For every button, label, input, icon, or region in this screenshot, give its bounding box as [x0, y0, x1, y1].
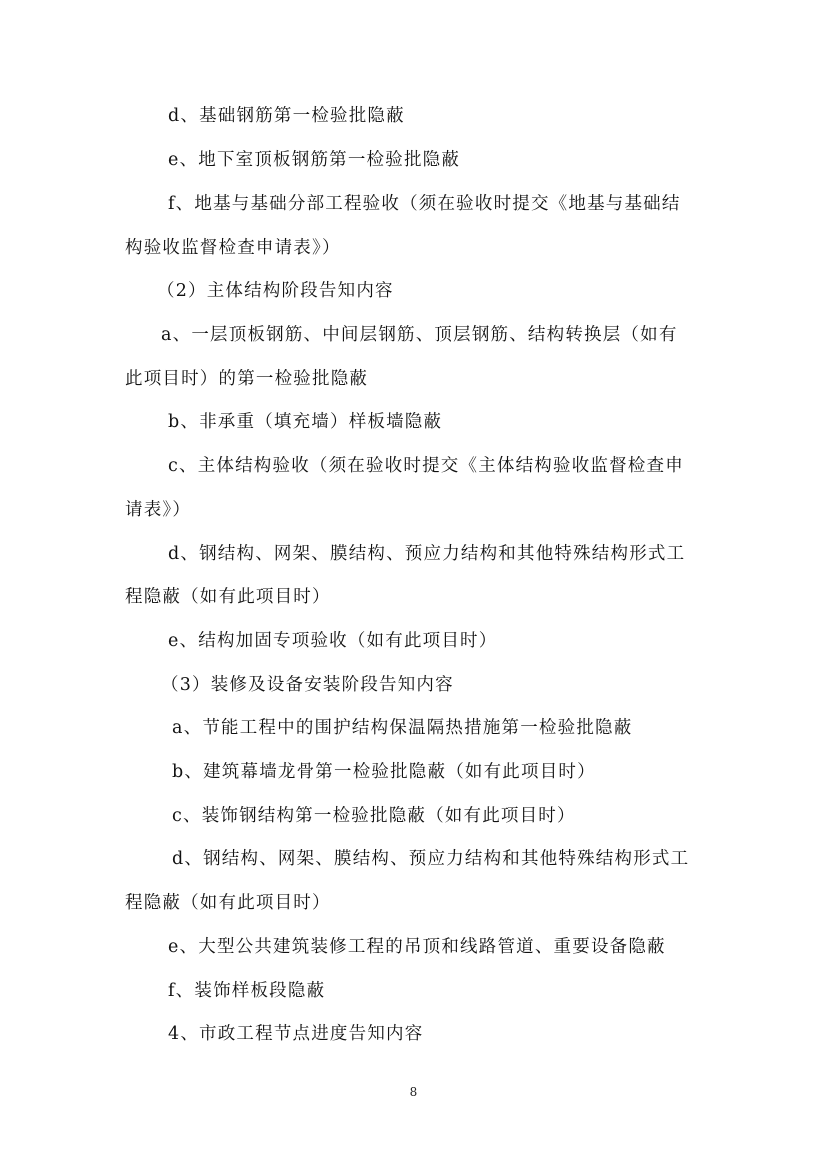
section-heading: （3）装修及设备安装阶段告知内容: [161, 675, 454, 695]
text-line: 构验收监督检查申请表》）: [125, 238, 341, 258]
text-line: d、钢结构、网架、膜结构、预应力结构和其他特殊结构形式工: [172, 849, 690, 869]
section-heading: （2）主体结构阶段告知内容: [157, 281, 394, 301]
text-line: 此项目时）的第一检验批隐蔽: [125, 369, 369, 389]
text-line: a、节能工程中的围护结构保温隔热措施第一检验批隐蔽: [172, 718, 633, 738]
text-line: f、装饰样板段隐蔽: [168, 981, 326, 1001]
text-line: c、装饰钢结构第一检验批隐蔽（如有此项目时）: [172, 806, 576, 826]
text-line: 请表》）: [125, 500, 192, 520]
text-line: e、结构加固专项验收（如有此项目时）: [168, 631, 498, 651]
text-line: 程隐蔽（如有此项目时）: [125, 893, 331, 913]
text-line: a、一层顶板钢筋、中间层钢筋、顶层钢筋、结构转换层（如有: [161, 325, 678, 345]
text-line: c、主体结构验收（须在验收时提交《主体结构验收监督检查申: [168, 456, 684, 476]
text-line: f、地基与基础分部工程验收（须在验收时提交《地基与基础结: [168, 194, 681, 214]
section-heading: 4、市政工程节点进度告知内容: [168, 1024, 424, 1044]
text-line: 程隐蔽（如有此项目时）: [125, 587, 331, 607]
text-line: b、非承重（填充墙）样板墙隐蔽: [168, 412, 443, 432]
text-line: e、大型公共建筑装修工程的吊顶和线路管道、重要设备隐蔽: [168, 937, 666, 957]
text-line: b、建筑幕墙龙骨第一检验批隐蔽（如有此项目时）: [172, 762, 596, 782]
text-line: e、地下室顶板钢筋第一检验批隐蔽: [168, 150, 461, 170]
page-number: 8: [409, 1085, 418, 1099]
text-line: d、钢结构、网架、膜结构、预应力结构和其他特殊结构形式工: [168, 544, 686, 564]
text-line: d、基础钢筋第一检验批隐蔽: [168, 106, 405, 126]
